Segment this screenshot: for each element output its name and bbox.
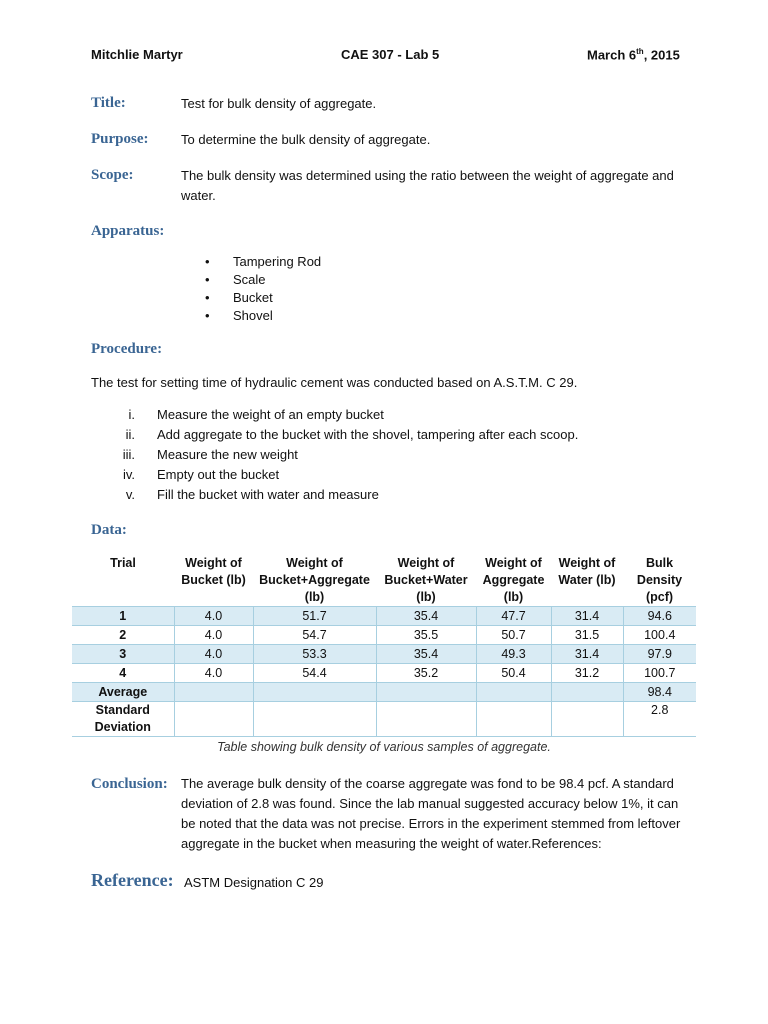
- table-cell: 35.4: [376, 645, 476, 664]
- table-cell: [476, 702, 551, 737]
- step-number: i.: [128, 407, 135, 422]
- table-cell: [376, 702, 476, 737]
- procedure-label: Procedure:: [91, 341, 163, 357]
- table-cell: [551, 702, 623, 737]
- step-text: Measure the weight of an empty bucket: [157, 407, 384, 422]
- bullet-icon: •: [205, 308, 210, 323]
- table-row: [72, 626, 696, 645]
- table-cell: [253, 683, 376, 702]
- title-text: Test for bulk density of aggregate.: [181, 96, 377, 111]
- author-name: Mitchlie Martyr: [91, 47, 183, 62]
- apparatus-item: [199, 271, 321, 289]
- table-cell: [376, 683, 476, 702]
- procedure-steps: [91, 405, 578, 505]
- data-table: [72, 555, 696, 737]
- column-header-aggregate-weight: Weight of Aggregate (lb): [482, 556, 545, 604]
- data-label: Data:: [91, 522, 127, 538]
- table-cell: 35.4: [376, 607, 476, 626]
- date-year: , 2015: [643, 47, 680, 63]
- table-cell: 3: [72, 645, 174, 664]
- column-header-trial: Trial: [110, 556, 136, 570]
- table-cell: [253, 702, 376, 737]
- table-cell: 31.4: [551, 607, 623, 626]
- table-cell: 50.7: [476, 626, 551, 645]
- column-header-bucket-aggregate-weight: Weight of Bucket+Aggregate (lb): [259, 556, 370, 604]
- table-cell: 2.8: [623, 702, 696, 737]
- apparatus-item-label: Scale: [233, 272, 266, 287]
- purpose-label: Purpose:: [91, 131, 149, 147]
- column-header-water-weight: Weight of Water (lb): [558, 556, 616, 587]
- step-number: iv.: [122, 467, 135, 482]
- table-cell: 31.5: [551, 626, 623, 645]
- step-text: Add aggregate to the bucket with the shovel, tampering after each scoop.: [157, 427, 579, 442]
- step-number: v.: [125, 487, 135, 502]
- procedure-step: [91, 425, 578, 445]
- apparatus-item-label: Bucket: [233, 290, 273, 305]
- apparatus-item: [199, 307, 321, 325]
- table-cell: 49.3: [476, 645, 551, 664]
- bullet-icon: •: [205, 254, 210, 269]
- table-cell: [174, 683, 253, 702]
- apparatus-item-label: Tampering Rod: [233, 254, 322, 269]
- table-cell: Average: [72, 683, 174, 702]
- date-main: March 6: [587, 47, 637, 63]
- table-cell: 31.2: [551, 664, 623, 683]
- table-row: [72, 607, 696, 626]
- table-cell: 98.4: [623, 683, 696, 702]
- procedure-intro: The test for setting time of hydraulic cement was conducted based on A.S.T.M. C 29.: [91, 375, 578, 390]
- column-header-bucket-weight: Weight of Bucket (lb): [181, 556, 246, 587]
- title-label: Title:: [91, 95, 126, 111]
- step-number: ii.: [125, 427, 135, 442]
- bullet-icon: •: [205, 272, 210, 287]
- conclusion-text: The average bulk density of the coarse aggregate was fond to be 98.4 pcf. A standard deviation of 2.8 was found. Since the lab manual suggested accuracy below 1%, it can be noted that the data was not precise. Errors in the experiment stemmed from leftover aggregate in the bucket when measuring the weight of water.References:: [181, 776, 681, 851]
- date-ordinal: th: [636, 47, 644, 56]
- table-cell: 54.7: [253, 626, 376, 645]
- table-cell: 4.0: [174, 645, 253, 664]
- table-cell: 2: [72, 626, 174, 645]
- step-number: iii.: [122, 447, 135, 462]
- table-cell: 31.4: [551, 645, 623, 664]
- table-cell: 100.7: [623, 664, 696, 683]
- table-cell: 4.0: [174, 664, 253, 683]
- table-cell: 47.7: [476, 607, 551, 626]
- reference-text: ASTM Designation C 29: [184, 875, 324, 890]
- procedure-step: [91, 465, 578, 485]
- table-cell: 4: [72, 664, 174, 683]
- apparatus-list: [199, 253, 321, 325]
- conclusion-label: Conclusion:: [91, 776, 168, 792]
- purpose-text: To determine the bulk density of aggregate.: [181, 132, 431, 147]
- course-code: CAE 307 - Lab 5: [341, 47, 440, 62]
- column-header-bucket-water-weight: Weight of Bucket+Water (lb): [384, 556, 468, 604]
- table-caption: Table showing bulk density of various samples of aggregate.: [217, 740, 551, 754]
- scope-label: Scope:: [91, 167, 134, 183]
- step-text: Fill the bucket with water and measure: [157, 487, 379, 502]
- apparatus-label: Apparatus:: [91, 223, 165, 239]
- table-cell: 35.2: [376, 664, 476, 683]
- table-cell: 100.4: [623, 626, 696, 645]
- bullet-icon: •: [205, 290, 210, 305]
- column-header-bulk-density: Bulk Density (pcf): [636, 556, 683, 604]
- table-cell: 50.4: [476, 664, 551, 683]
- table-cell: Standard Deviation: [72, 702, 174, 737]
- table-row-std-dev: [72, 702, 696, 737]
- step-text: Empty out the bucket: [157, 467, 280, 482]
- apparatus-item-label: Shovel: [233, 308, 273, 323]
- table-cell: 54.4: [253, 664, 376, 683]
- table-header-row: [72, 555, 696, 607]
- reference-label: Reference:: [91, 870, 174, 890]
- procedure-step: [91, 445, 578, 465]
- table-row: [72, 664, 696, 683]
- table-row-average: [72, 683, 696, 702]
- table-cell: 94.6: [623, 607, 696, 626]
- table-cell: [476, 683, 551, 702]
- step-text: Measure the new weight: [157, 447, 298, 462]
- apparatus-item: [199, 253, 321, 271]
- procedure-step: [91, 485, 578, 505]
- procedure-step: [91, 405, 578, 425]
- table-cell: 4.0: [174, 626, 253, 645]
- report-date: [587, 47, 680, 62]
- table-cell: 4.0: [174, 607, 253, 626]
- table-cell: [174, 702, 253, 737]
- table-row: [72, 645, 696, 664]
- table-cell: 35.5: [376, 626, 476, 645]
- table-cell: 51.7: [253, 607, 376, 626]
- table-cell: [551, 683, 623, 702]
- table-cell: 53.3: [253, 645, 376, 664]
- table-cell: 1: [72, 607, 174, 626]
- apparatus-item: [199, 289, 321, 307]
- table-cell: 97.9: [623, 645, 696, 664]
- scope-text: The bulk density was determined using the ratio between the weight of aggregate and water.: [181, 168, 674, 203]
